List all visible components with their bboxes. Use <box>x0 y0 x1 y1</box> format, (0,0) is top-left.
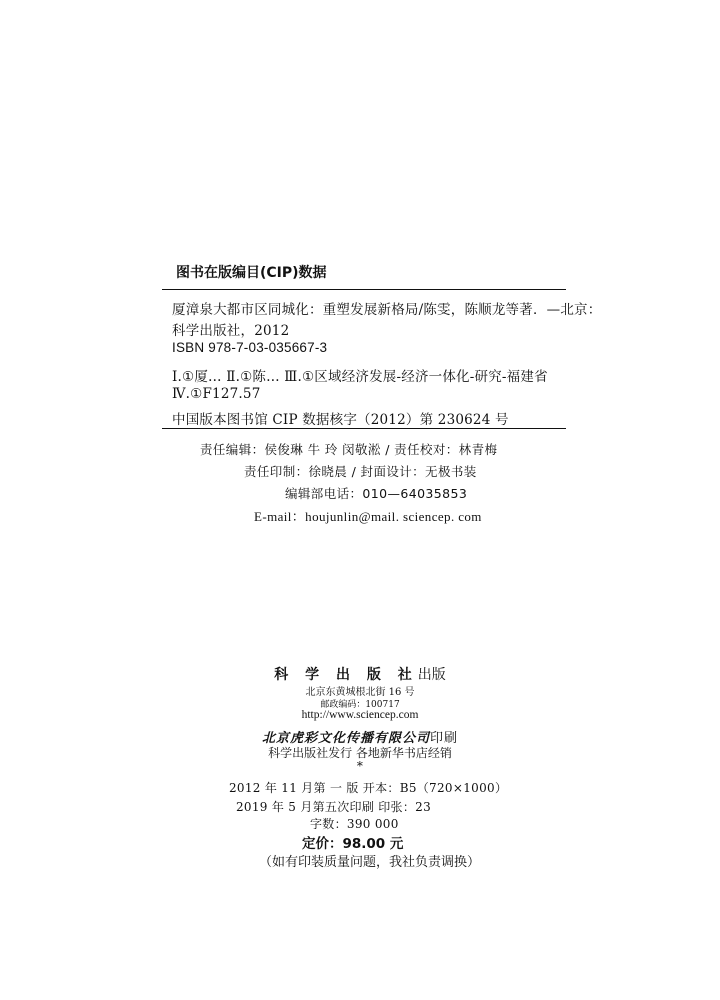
word-count: 字数：390 000 <box>310 817 399 831</box>
cip-heading: 图书在版编目(CIP)数据 <box>176 265 327 281</box>
publisher-postcode: 邮政编码：100717 <box>320 700 400 710</box>
cip-classification-2: Ⅳ.①F127.57 <box>172 386 261 402</box>
publisher-address: 北京东黄城根北街 16 号 <box>305 687 415 698</box>
cip-record-number: 中国版本图书馆 CIP 数据核字（2012）第 230624 号 <box>172 412 509 428</box>
quality-notice: （如有印装质量问题，我社负责调换） <box>259 855 481 870</box>
cip-publisher-line: 科学出版社，2012 <box>172 323 290 339</box>
cip-isbn: ISBN 978-7-03-035667-3 <box>172 340 328 355</box>
printer-name-suffix: 印刷 <box>430 731 459 746</box>
cip-bottom-rule <box>162 428 566 429</box>
publisher-name <box>0 664 720 684</box>
credit-editorial-phone: 编辑部电话：010—64035853 <box>285 486 468 501</box>
cip-title-line: 厦漳泉大都市区同城化：重塑发展新格局/陈雯，陈顺龙等著．—北京： <box>172 302 602 318</box>
printer-name-text: 北京虎彩文化传播有限公司 <box>261 731 430 746</box>
cip-classification-1: Ⅰ.①厦… Ⅱ.①陈… Ⅲ.①区域经济发展-经济一体化-研究-福建省 <box>172 369 548 385</box>
credit-email: E-mail：houjunlin@mail. sciencep. com <box>254 509 482 524</box>
cip-top-rule <box>162 289 566 290</box>
publisher-name-text: 科 学 出 版 社 <box>274 667 418 683</box>
distribution-line: 科学出版社发行 各地新华书店经销 <box>268 746 452 760</box>
publisher-name-suffix: 出版 <box>417 667 446 683</box>
credit-editors: 责任编辑：侯俊琳 牛 玲 闵敬淞 / 责任校对：林青梅 <box>200 442 498 457</box>
publisher-website: http://www.sciencep.com <box>301 709 419 721</box>
price: 定价：98.00 元 <box>302 836 404 852</box>
printing-line: 2019 年 5 月第五次印刷 印张：23 <box>236 800 432 814</box>
credit-production: 责任印制：徐晓晨 / 封面设计：无极书装 <box>244 464 477 479</box>
edition-line: 2012 年 11 月第 一 版 开本：B5（720×1000） <box>229 781 508 795</box>
separator-star: * <box>356 759 364 773</box>
